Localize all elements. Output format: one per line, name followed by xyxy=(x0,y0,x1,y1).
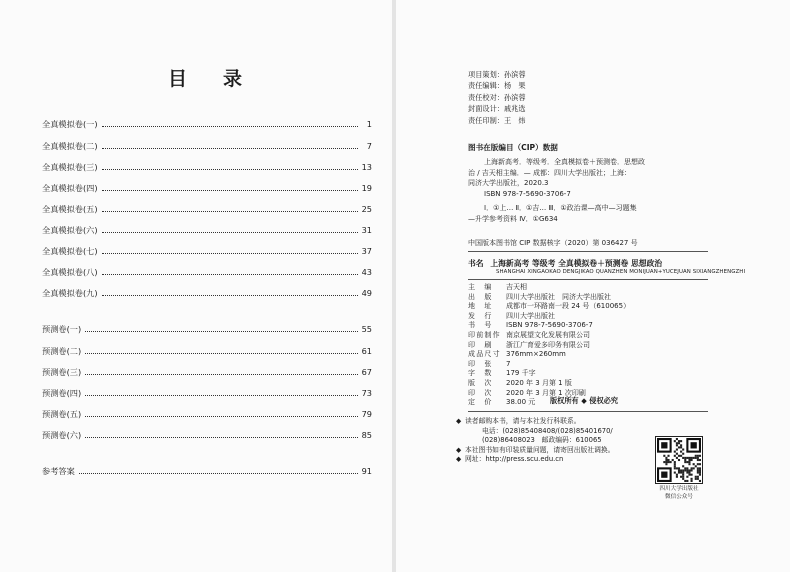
cip-number-note: 中国版本图书馆 CIP 数据核字（2020）第 036427 号 xyxy=(468,239,638,247)
toc-entry[interactable] xyxy=(42,183,372,197)
detail-value: 四川大学出版社 同济大学出版社 xyxy=(506,292,611,301)
website-line: 网址：http://press.scu.edu.cn xyxy=(465,455,564,464)
toc-entry[interactable] xyxy=(42,466,372,480)
toc-entry[interactable] xyxy=(42,141,372,155)
detail-value: 2020 年 3 月第 1 版 xyxy=(506,378,572,387)
toc-entry-page: 37 xyxy=(361,246,372,256)
detail-key: 版 次 xyxy=(468,378,493,387)
detail-key: 印前制作 xyxy=(468,330,501,339)
book-name xyxy=(468,258,662,269)
detail-key: 成品尺寸 xyxy=(468,350,501,359)
detail-key: 出 版 xyxy=(468,292,493,301)
detail-key: 发 行 xyxy=(468,311,493,320)
detail-key: 地 址 xyxy=(468,302,493,311)
detail-row xyxy=(468,283,630,293)
detail-row xyxy=(468,293,630,303)
detail-value: 四川大学出版社 xyxy=(506,311,555,320)
reader-notes xyxy=(456,417,615,465)
book-name-value: 上海新高考 等级考 全真模拟卷＋预测卷 思想政治 xyxy=(490,259,663,268)
toc-entry[interactable] xyxy=(42,267,372,281)
detail-row xyxy=(468,379,630,389)
wechat-qr-code[interactable] xyxy=(655,436,703,484)
leader-dots xyxy=(102,246,358,254)
leader-dots xyxy=(102,204,358,212)
cip-line: 同济大学出版社，2020.3 xyxy=(468,179,549,188)
toc-entry-label: 参考答案 xyxy=(42,466,75,476)
toc-entry[interactable] xyxy=(42,225,372,239)
detail-row xyxy=(468,331,630,341)
leader-dots xyxy=(102,183,358,191)
leader-dots xyxy=(85,346,357,354)
cip-line: 治 / 吉天相主编．— 成都：四川大学出版社；上海： xyxy=(468,168,632,177)
left-page-toc xyxy=(0,0,392,572)
toc-entry-label: 全真模拟卷(五) xyxy=(42,204,98,214)
toc-entry[interactable] xyxy=(42,119,372,133)
toc-entry-page: 67 xyxy=(361,367,372,377)
detail-key: 字 数 xyxy=(468,369,493,378)
detail-value: 成都市一环路南一段 24 号（610065） xyxy=(506,302,631,311)
toc-entry-label: 全真模拟卷(二) xyxy=(42,141,98,151)
detail-row xyxy=(468,321,630,331)
credit-name: 杨 果 xyxy=(503,81,526,91)
toc-entry-label: 全真模拟卷(三) xyxy=(42,162,98,172)
detail-row xyxy=(468,350,630,360)
qr-caption-line: 微信公众号 xyxy=(665,494,693,500)
detail-key: 书 号 xyxy=(468,321,493,330)
toc-entry[interactable] xyxy=(42,324,372,338)
detail-key: 印 次 xyxy=(468,388,493,397)
rights-notice: 版权所有 ◆ 侵权必究 xyxy=(549,396,619,405)
toc-entry[interactable] xyxy=(42,246,372,260)
detail-value: 吉天相 xyxy=(506,283,527,291)
divider xyxy=(468,279,708,280)
divider xyxy=(468,411,708,412)
toc-entry-page: 79 xyxy=(361,409,372,419)
toc-entry-page: 25 xyxy=(361,204,372,214)
leader-dots xyxy=(102,119,358,127)
credit-row xyxy=(468,69,526,80)
diamond-icon: ◆ xyxy=(456,445,462,454)
toc-entry-page: 61 xyxy=(361,346,372,356)
detail-row xyxy=(468,369,630,379)
toc-entry-page: 19 xyxy=(361,183,372,193)
toc-entry-label: 全真模拟卷(九) xyxy=(42,288,98,298)
toc-entry[interactable] xyxy=(42,388,372,402)
toc-entry-page: 43 xyxy=(361,267,372,277)
leader-dots xyxy=(102,288,358,296)
credit-name: 孙滨蓉 xyxy=(503,70,526,79)
detail-value: 2020 年 3 月第 1 次印刷 xyxy=(506,388,586,397)
book-name-pinyin: SHANGHAI XINGAOKAO DENGJIKAO QUANZHEN MONIJUAN+YUCEJUAN SIXIANGZHENGZHI xyxy=(496,269,746,275)
detail-row xyxy=(468,312,630,322)
toc-entry-page: 73 xyxy=(361,388,372,398)
toc-entry[interactable] xyxy=(42,367,372,381)
toc-entry-page: 49 xyxy=(361,288,372,298)
credit-name: 戚兆选 xyxy=(503,104,526,114)
book-name-key: 书名 xyxy=(468,259,484,268)
leader-dots xyxy=(85,324,357,332)
leader-dots xyxy=(85,367,357,375)
detail-row xyxy=(468,302,630,312)
note-line: 读者邮购本书，请与本社发行科联系。 xyxy=(465,417,581,425)
leader-dots xyxy=(85,409,357,417)
right-page-colophon xyxy=(396,0,790,572)
credit-name: 王 炜 xyxy=(503,115,526,125)
toc-entry[interactable] xyxy=(42,288,372,302)
toc-entry-label: 全真模拟卷(八) xyxy=(42,267,98,277)
toc-entry-page: 7 xyxy=(366,141,372,151)
leader-dots xyxy=(85,388,357,396)
publication-details xyxy=(468,283,630,408)
toc-entry-label: 预测卷(二) xyxy=(42,346,82,356)
credit-row xyxy=(468,92,526,103)
detail-value: ISBN 978-7-5690-3706-7 xyxy=(506,321,593,330)
leader-dots xyxy=(102,225,358,233)
toc-entry-label: 预测卷(三) xyxy=(42,367,82,377)
leader-dots xyxy=(102,141,358,149)
credit-role: 责任印制： xyxy=(468,115,504,125)
credit-role: 项目策划： xyxy=(468,70,504,79)
toc-entry-page: 1 xyxy=(366,119,372,129)
toc-title: 目录 xyxy=(168,68,279,90)
toc-entry-label: 预测卷(六) xyxy=(42,430,82,440)
credit-role: 封面设计： xyxy=(468,104,504,114)
toc-entry[interactable] xyxy=(42,346,372,360)
toc-entry-label: 全真模拟卷(四) xyxy=(42,183,98,193)
cip-line: Ⅰ．①上… Ⅱ．①吉… Ⅲ．①政治课—高中—习题集 xyxy=(484,204,637,213)
credit-role: 责任校对： xyxy=(468,92,504,102)
qr-caption-line: 四川大学出版社 xyxy=(659,486,699,492)
toc-entry-page: 55 xyxy=(361,324,372,334)
toc-entry-label: 预测卷(四) xyxy=(42,388,82,398)
qr-code-icon xyxy=(656,437,702,483)
toc-entry[interactable] xyxy=(42,430,372,444)
leader-dots xyxy=(79,466,358,474)
diamond-icon: ◆ xyxy=(456,417,462,425)
toc-entry-page: 31 xyxy=(361,225,372,235)
detail-key: 印 刷 xyxy=(468,340,493,349)
credits-block xyxy=(468,69,526,126)
note-line: 电话：(028)85408408/(028)85401670/ xyxy=(482,426,613,435)
cip-heading: 图书在版编目（CIP）数据 xyxy=(468,143,558,152)
toc-entry[interactable] xyxy=(42,162,372,176)
toc-entry-page: 91 xyxy=(361,466,372,476)
toc-entry-page: 13 xyxy=(361,162,372,172)
detail-value: 浙江广育爱多印务有限公司 xyxy=(506,340,590,349)
cip-line: —升学参考资料 Ⅳ．①G634 xyxy=(468,214,558,223)
toc-entry-label: 预测卷(一) xyxy=(42,324,82,334)
detail-key: 主 编 xyxy=(468,283,493,291)
credit-row xyxy=(468,80,526,91)
detail-row xyxy=(468,360,630,370)
cip-line: 上海新高考．等级考．全真模拟卷＋预测卷．思想政 xyxy=(484,158,645,166)
detail-key: 印 张 xyxy=(468,359,493,368)
detail-value: 376mm×260mm xyxy=(506,350,566,359)
diamond-icon: ◆ xyxy=(456,455,462,464)
toc-entry-label: 全真模拟卷(七) xyxy=(42,246,98,256)
toc-entry[interactable] xyxy=(42,409,372,423)
toc-entry-page: 85 xyxy=(361,430,372,440)
cip-line: ISBN 978-7-5690-3706-7 xyxy=(484,189,571,198)
detail-value: 南京展望文化发展有限公司 xyxy=(506,330,590,339)
credit-row xyxy=(468,115,526,126)
toc-entry-label: 全真模拟卷(一) xyxy=(42,119,98,129)
divider xyxy=(468,251,708,252)
cip-body xyxy=(468,157,730,225)
detail-value: 179 千字 xyxy=(506,369,536,378)
credit-role: 责任编辑： xyxy=(468,81,504,91)
toc-entry-label: 预测卷(五) xyxy=(42,409,82,419)
leader-dots xyxy=(102,162,358,170)
detail-value: 7 xyxy=(506,359,511,368)
toc-entry[interactable] xyxy=(42,204,372,218)
leader-dots xyxy=(85,430,357,438)
detail-row xyxy=(468,341,630,351)
qr-caption xyxy=(646,485,712,501)
credit-name: 孙滨蓉 xyxy=(503,92,526,102)
note-line: 本社图书如有印装质量问题，请寄回出版社调换。 xyxy=(465,445,615,454)
detail-key: 定 价 xyxy=(468,398,493,407)
note-line: (028)86408023 邮政编码：610065 xyxy=(482,436,602,445)
credit-row xyxy=(468,103,526,114)
leader-dots xyxy=(102,267,358,275)
toc-entry-label: 全真模拟卷(六) xyxy=(42,225,98,235)
detail-value: 38.00 元 xyxy=(506,398,536,407)
